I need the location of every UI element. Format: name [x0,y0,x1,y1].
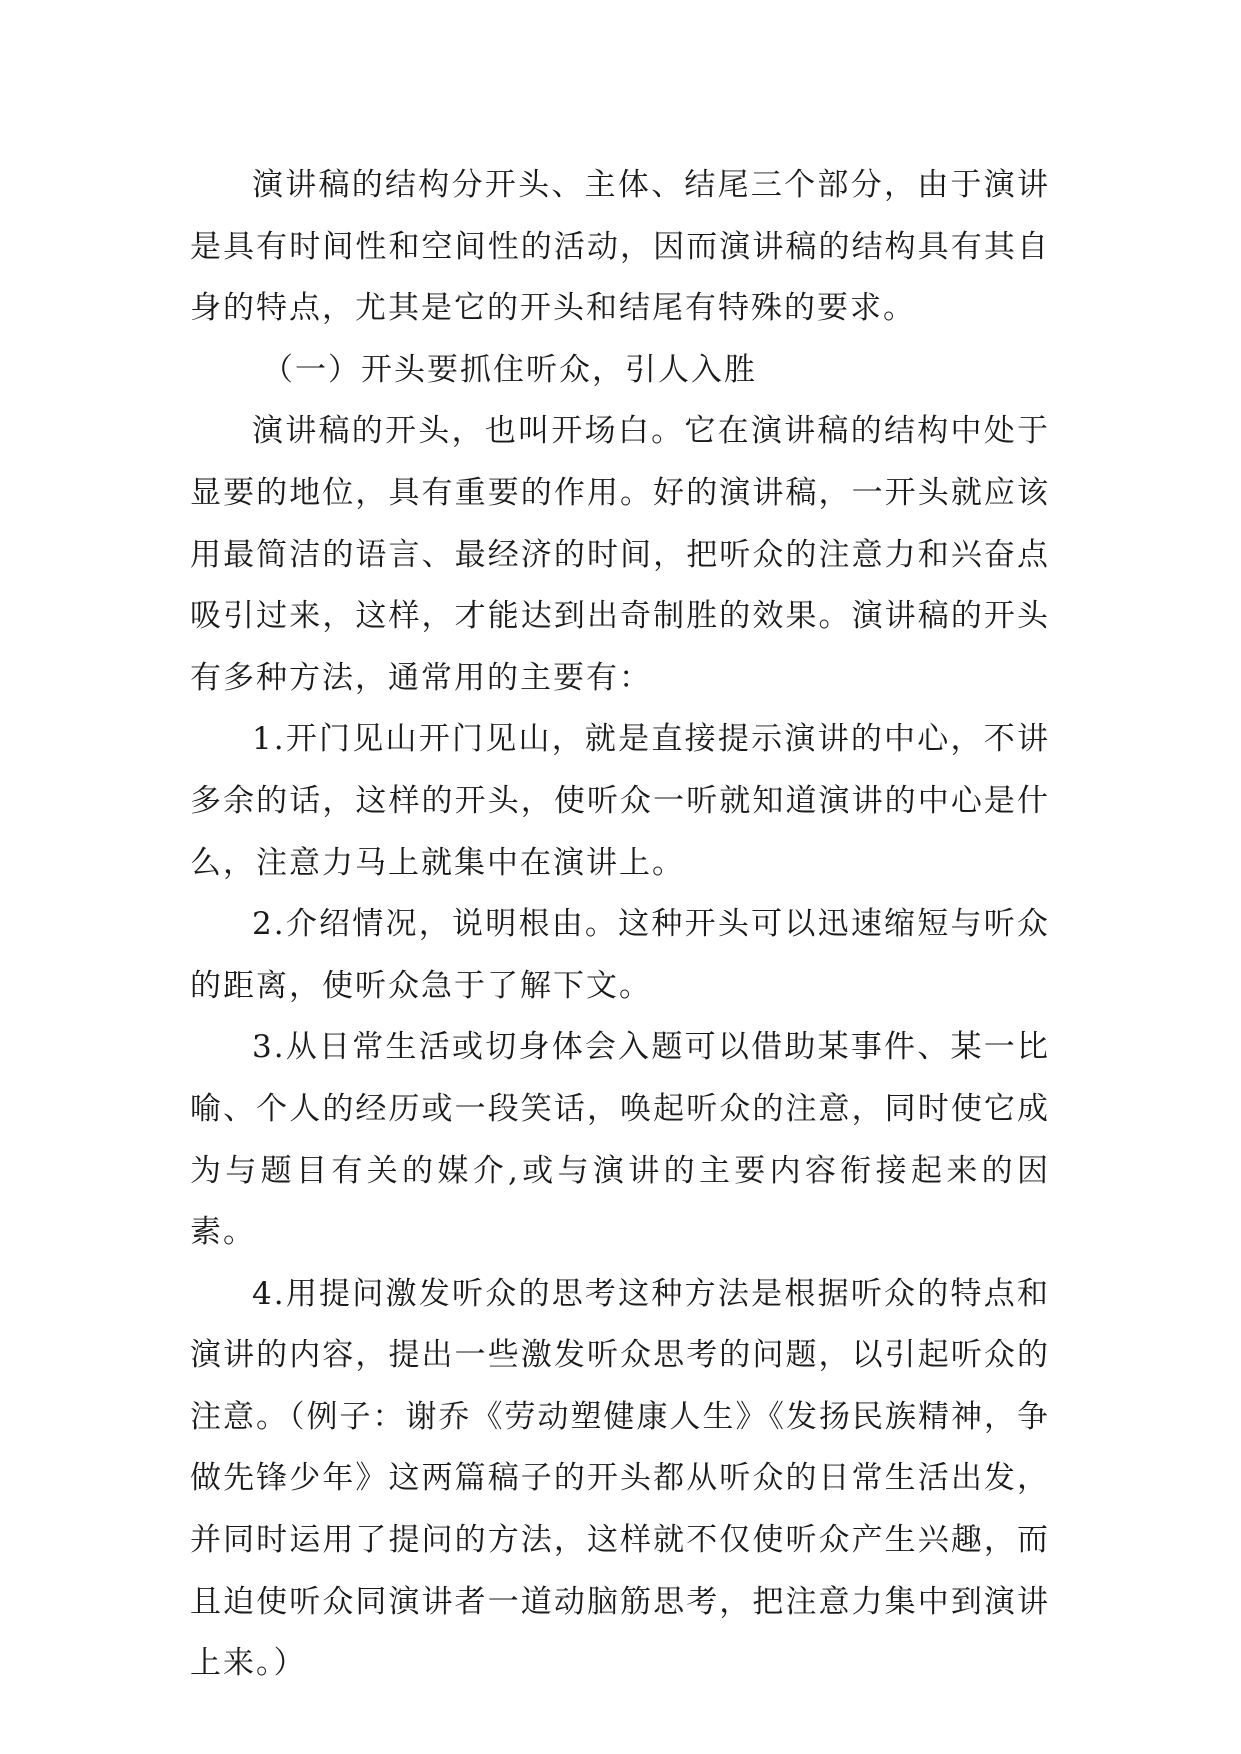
opening-paragraph: 演讲稿的开头，也叫开场白。它在演讲稿的结构中处于显要的地位，具有重要的作用。好的演讲稿，一开头就应该用最简洁的语言、最经济的时间，把听众的注意力和兴奋点吸引过来，这样，才能达到出奇制胜的效果。演讲稿的开头有多种方法，通常用的主要有： [190,413,1050,696]
method-4-paragraph: 4.用提问激发听众的思考这种方法是根据听众的特点和演讲的内容，提出一些激发听众思考的问题，以引起听众的注意。（例子：谢乔《劳动塑健康人生》《发扬民族精神，争做先锋少年》这两篇稿子的开头都从听众的日常生活出发，并同时运用了提问的方法，这样就不仅使听众产生兴趣，而且迫使听众同演讲者一道动脑筋思考，把注意力集中到演讲上来。） [190,1275,1050,1682]
method-3-paragraph: 3.从日常生活或切身体会入题可以借助某事件、某一比喻、个人的经历或一段笑话，唤起听众的注意，同时使它成为与题目有关的媒介,或与演讲的主要内容衔接起来的因素。 [190,1029,1050,1251]
document-page [190,155,1050,1695]
method-1-paragraph: 1.开门见山开门见山，就是直接提示演讲的中心，不讲多余的话，这样的开头，使听众一听就知道演讲的中心是什么，注意力马上就集中在演讲上。 [190,721,1050,881]
section-heading-opening: （一）开头要抓住听众，引人入胜 [262,351,757,388]
intro-paragraph: 演讲稿的结构分开头、主体、结尾三个部分，由于演讲是具有时间性和空间性的活动，因而演讲稿的结构具有其自身的特点，尤其是它的开头和结尾有特殊的要求。 [190,167,1050,327]
method-2-paragraph: 2.介绍情况，说明根由。这种开头可以迅速缩短与听众的距离，使听众急于了解下文。 [190,906,1050,1004]
